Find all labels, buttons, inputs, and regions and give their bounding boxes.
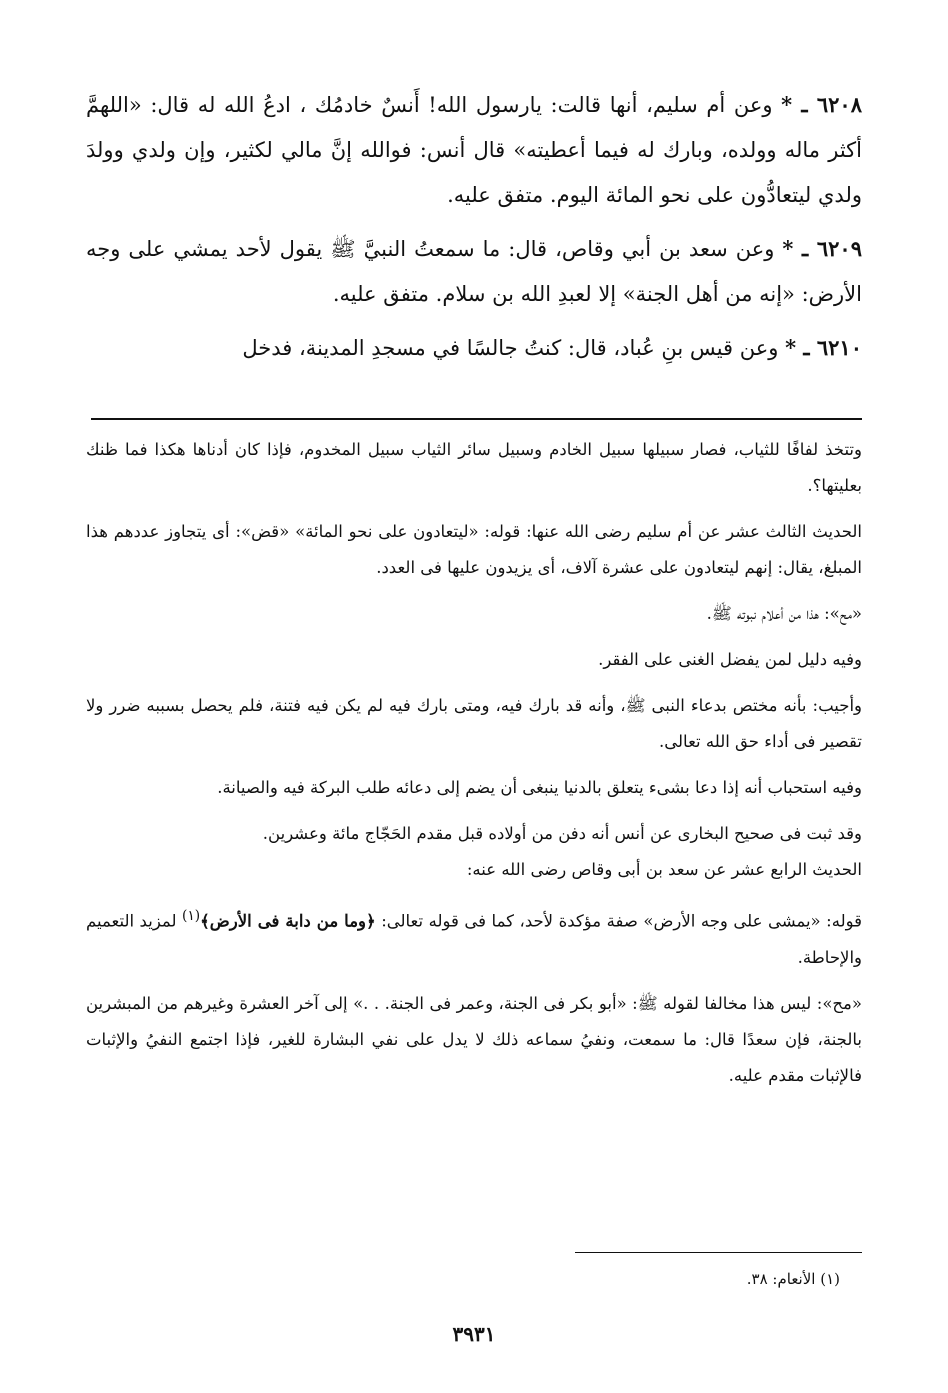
hadith-number: ٦٢١٠ ـ * xyxy=(785,335,862,360)
footnote-divider xyxy=(575,1252,862,1253)
commentary-paragraph: الحديث الثالث عشر عن أم سليم رضى الله عنها: قوله: «ليتعادون على نحو المائة» «قض»: أى يتجاوز عددهم هذا المبلغ، يقال: إنهم ليتعادون على عشرة آلاف، أى يزيدون عليها فى العدد. xyxy=(86,522,862,577)
commentary-paragraph: وفيه استحباب أنه إذا دعا بشىء يتعلق بالدنيا ينبغى أن يضم إلى دعائه طلب البركة فيه والصيانة. xyxy=(217,778,862,797)
commentary-paragraph: «مح»: ليس هذا مخالفا لقوله ﷺ: «أبو بكر فى الجنة، وعمر فى الجنة. . .» إلى آخر العشرة وغيرهم من المبشرين بالجنة، فإن سعدًا قال: ما سمعت، ونفيُ سماعه ذلك لا يدل على نفي البشارة للغير، فإذا اجتمع النفيُ والإثبات فالإثبات مقدم عليه. xyxy=(86,993,862,1085)
hadith-6209 xyxy=(86,226,862,317)
commentary-paragraph: وفيه دليل لمن يفضل الغنى على الفقر. xyxy=(598,650,862,669)
commentary-section xyxy=(86,432,862,1104)
hadith-text: وعن سعد بن أبي وقاص، قال: ما سمعتُ النبيَّ ﷺ يقول لأحد يمشي على وجه الأرض: «إنه من أهل الجنة» إلا لعبدِ الله بن سلام. متفق عليه. xyxy=(86,237,862,306)
hadith-6210 xyxy=(86,325,862,371)
commentary-text: لمزيد التعميم والإحاطة. xyxy=(86,911,862,967)
hadith-main-text xyxy=(86,82,862,379)
footnote: (١) الأنعام: ٣٨. xyxy=(746,1270,840,1288)
commentary-paragraph xyxy=(86,898,862,976)
page-number: ٣٩٣١ xyxy=(452,1322,496,1346)
quran-quote: ﴿وما من دابة فى الأرض﴾ xyxy=(200,911,376,931)
commentary-text: قوله: «يمشى على وجه الأرض» صفة مؤكدة لأحد، كما فى قوله تعالى: xyxy=(381,911,863,931)
hadith-text: وعن أم سليم، أنها قالت: يارسول الله! أَنسٌ خادمُك ، ادعُ الله له قال: «اللهمَّ أكثر ماله وولده، وبارك له فيما أعطيته» قال أنس: فوالله إنَّ مالي لكثير، وإن ولدي وولدَ ولدي ليتعادُّون على نحو المائة اليوم. متفق عليه. xyxy=(86,93,862,207)
commentary-paragraph: «مح»: هذا من أعلام نبوته ﷺ. xyxy=(706,604,862,623)
hadith-text: وعن قيس بنِ عُباد، قال: كنتُ جالسًا في مسجدِ المدينة، فدخل xyxy=(242,336,779,360)
hadith-number: ٦٢٠٨ ـ * xyxy=(781,92,862,117)
commentary-paragraph: وأجيب: بأنه مختص بدعاء النبى ﷺ، وأنه قد بارك فيه، ومتى بارك فيه لم يكن فيه فتنة، فلم يحصل بسببه ضرر ولا تقصير فى أداء حق الله تعالى. xyxy=(86,696,862,751)
commentary-paragraph: وتتخذ لفافًا للثياب، فصار سبيلها سبيل الخادم وسبيل سائر الثياب سبيل المخدوم، فإذا كان أدناها هكذا فما ظنك بعليتها؟. xyxy=(86,440,862,495)
footnote-ref: (١) xyxy=(182,908,201,924)
hadith-6208 xyxy=(86,82,862,218)
hadith-number: ٦٢٠٩ ـ * xyxy=(782,236,862,261)
commentary-paragraph: وقد ثبت فى صحيح البخارى عن أنس أنه دفن من أولاده قبل مقدم الحَجّاج مائة وعشرين. xyxy=(262,824,862,843)
commentary-paragraph: الحديث الرابع عشر عن سعد بن أبى وقاص رضى الله عنه: xyxy=(466,860,862,879)
main-divider xyxy=(91,418,862,420)
